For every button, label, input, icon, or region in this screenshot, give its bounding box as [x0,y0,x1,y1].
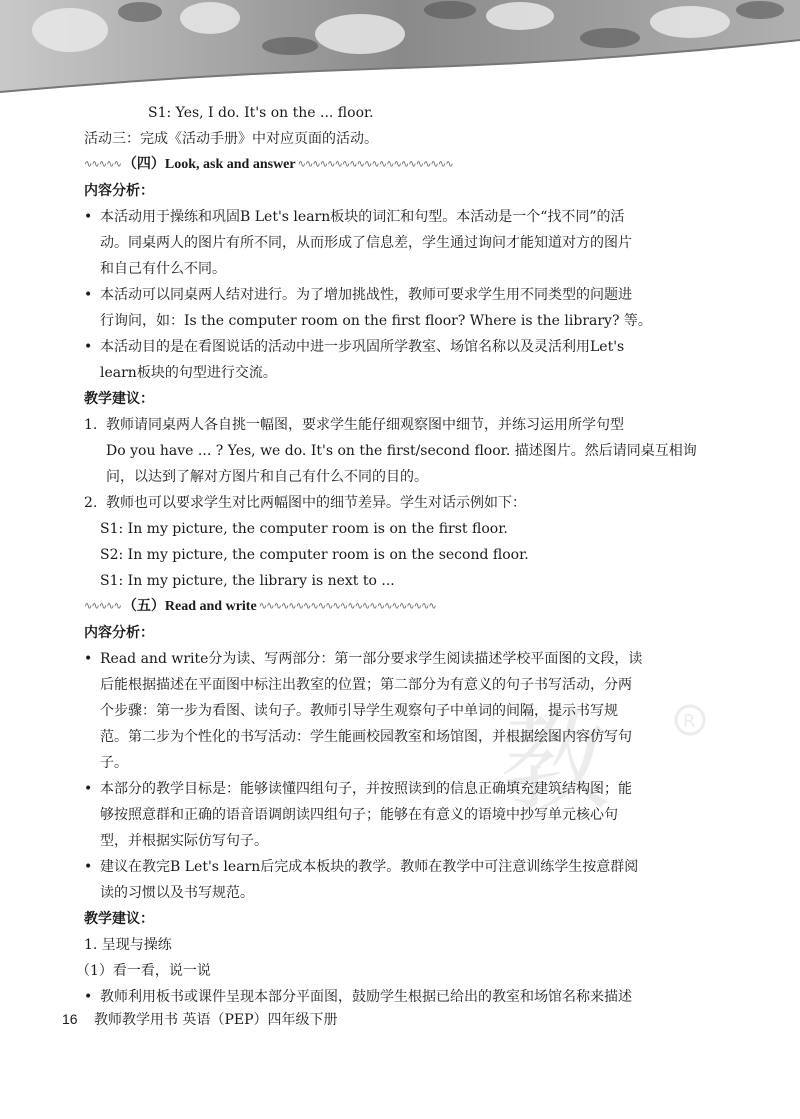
bullet-line: • 教师利用板书或课件呈现本部分平面图，鼓励学生根据已给出的教室和场馆名称来描述 [100,989,632,1005]
bullet-line: • 本活动目的是在看图说话的活动中进一步巩固所学教室、场馆名称以及灵活利用Let's [100,339,625,355]
svg-text:教: 教 [500,698,610,826]
bullet-line: 型，并根据实际仿写句子。 [100,833,268,849]
bullet-line: 够按照意群和正确的语音语调朗读四组句子；能够在有意义的语境中抄写单元核心句 [100,807,618,823]
book-title: 教师教学用书 英语（PEP）四年级下册 [94,1012,338,1028]
substep-heading: （1）看一看，说一说 [76,963,211,979]
analysis-list [84,204,714,386]
wave-divider: ∿∿∿∿∿ [84,159,121,170]
bullet-item [84,984,714,1010]
step-heading: 1. 呈现与操练 [84,937,172,953]
bullet-item [84,854,714,906]
bullet-line: learn板块的句型进行交流。 [100,365,277,381]
bullet-item [84,776,714,854]
dialog-example: S2: In my picture, the computer room is on the second floor. [100,547,529,563]
item-line: 教师请同桌两人各自挑一幅图，要求学生能仔细观察图中细节，并练习运用所学句型 [106,417,624,433]
bullet-line: 范。第二步为个性化的书写活动：学生能画校园教室和场馆图，并根据绘图内容仿写句 [100,729,632,745]
page-content [76,100,714,1010]
bullet-line: • 本部分的教学目标是：能够读懂四组句子，并按照读到的信息正确填充建筑结构图；能 [100,781,632,797]
wave-divider: ∿∿∿∿∿ [84,601,121,612]
advice-heading: 教学建议： [84,391,154,407]
dialog-example: S1: In my picture, the library is next to ... [100,573,395,589]
bullet-line: 读的习惯以及书写规范。 [100,885,254,901]
numbered-item [84,412,714,490]
analysis-list [84,646,714,906]
item-number: 2. [84,495,98,511]
bullet-line: 子。 [100,755,128,771]
header-banner [0,0,800,95]
analysis-heading: 内容分析： [84,625,154,641]
bullet-line: 和自己有什么不同。 [100,261,226,277]
bullet-line: 动。同桌两人的图片有所不同，从而形成了信息差，学生通过询问才能知道对方的图片 [100,235,632,251]
section-title: （五）Read and write [122,599,257,614]
advice-heading: 教学建议： [84,911,154,927]
dialog-line: S1: Yes, I do. It's on the ... floor. [148,105,374,121]
item-line: Do you have ... ? Yes, we do. It's on the first/second floor. 描述图片。然后请同桌互相询 [106,443,697,459]
section-five-header [84,594,714,620]
item-line: 教师也可以要求学生对比两幅图中的细节差异。学生对话示例如下： [106,495,526,511]
bullet-item [84,334,714,386]
bullet-line: 个步骤：第一步为看图、读句子。教师引导学生观察句子中单词的间隔，提示书写规 [100,703,618,719]
bullet-line: 后能根据描述在平面图中标注出教室的位置；第二部分为有意义的句子书写活动，分两 [100,677,632,693]
wave-divider: ∿∿∿∿∿∿∿∿∿∿∿∿∿∿∿∿∿∿∿∿∿∿∿∿ [258,601,436,612]
analysis-heading: 内容分析： [84,183,154,199]
activity-three: 活动三：完成《活动手册》中对应页面的活动。 [84,131,378,147]
bullet-line: 行询问，如：Is the computer room on the first floor? Where is the library? 等。 [100,313,652,329]
numbered-item [84,490,714,516]
item-number: 1. [84,417,98,433]
bullet-line: • 建议在教完B Let's learn后完成本板块的教学。教师在教学中可注意训练学生按意群阅 [100,859,639,875]
dialog-example: S1: In my picture, the computer room is on the first floor. [100,521,508,537]
bullet-line: • 本活动用于操练和巩固B Let's learn板块的词汇和句型。本活动是一个“找不同”的活 [100,209,625,225]
advice-list [84,412,714,516]
bullet-line: • 本活动可以同桌两人结对进行。为了增加挑战性，教师可要求学生用不同类型的问题进 [100,287,632,303]
item-line: 问，以达到了解对方图片和自己有什么不同的目的。 [106,469,428,485]
svg-text:R: R [683,711,696,732]
bullet-line: • Read and write分为读、写两部分：第一部分要求学生阅读描述学校平面图的文段，读 [100,651,643,667]
page-number: 16 [62,1011,78,1027]
section-four-header [84,152,714,178]
wave-divider: ∿∿∿∿∿∿∿∿∿∿∿∿∿∿∿∿∿∿∿∿∿ [297,159,453,170]
bullet-item [84,204,714,282]
bullet-item [84,646,714,776]
page-footer [62,1008,338,1031]
bullet-item [84,282,714,334]
section-title: （四）Look, ask and answer [122,157,296,172]
